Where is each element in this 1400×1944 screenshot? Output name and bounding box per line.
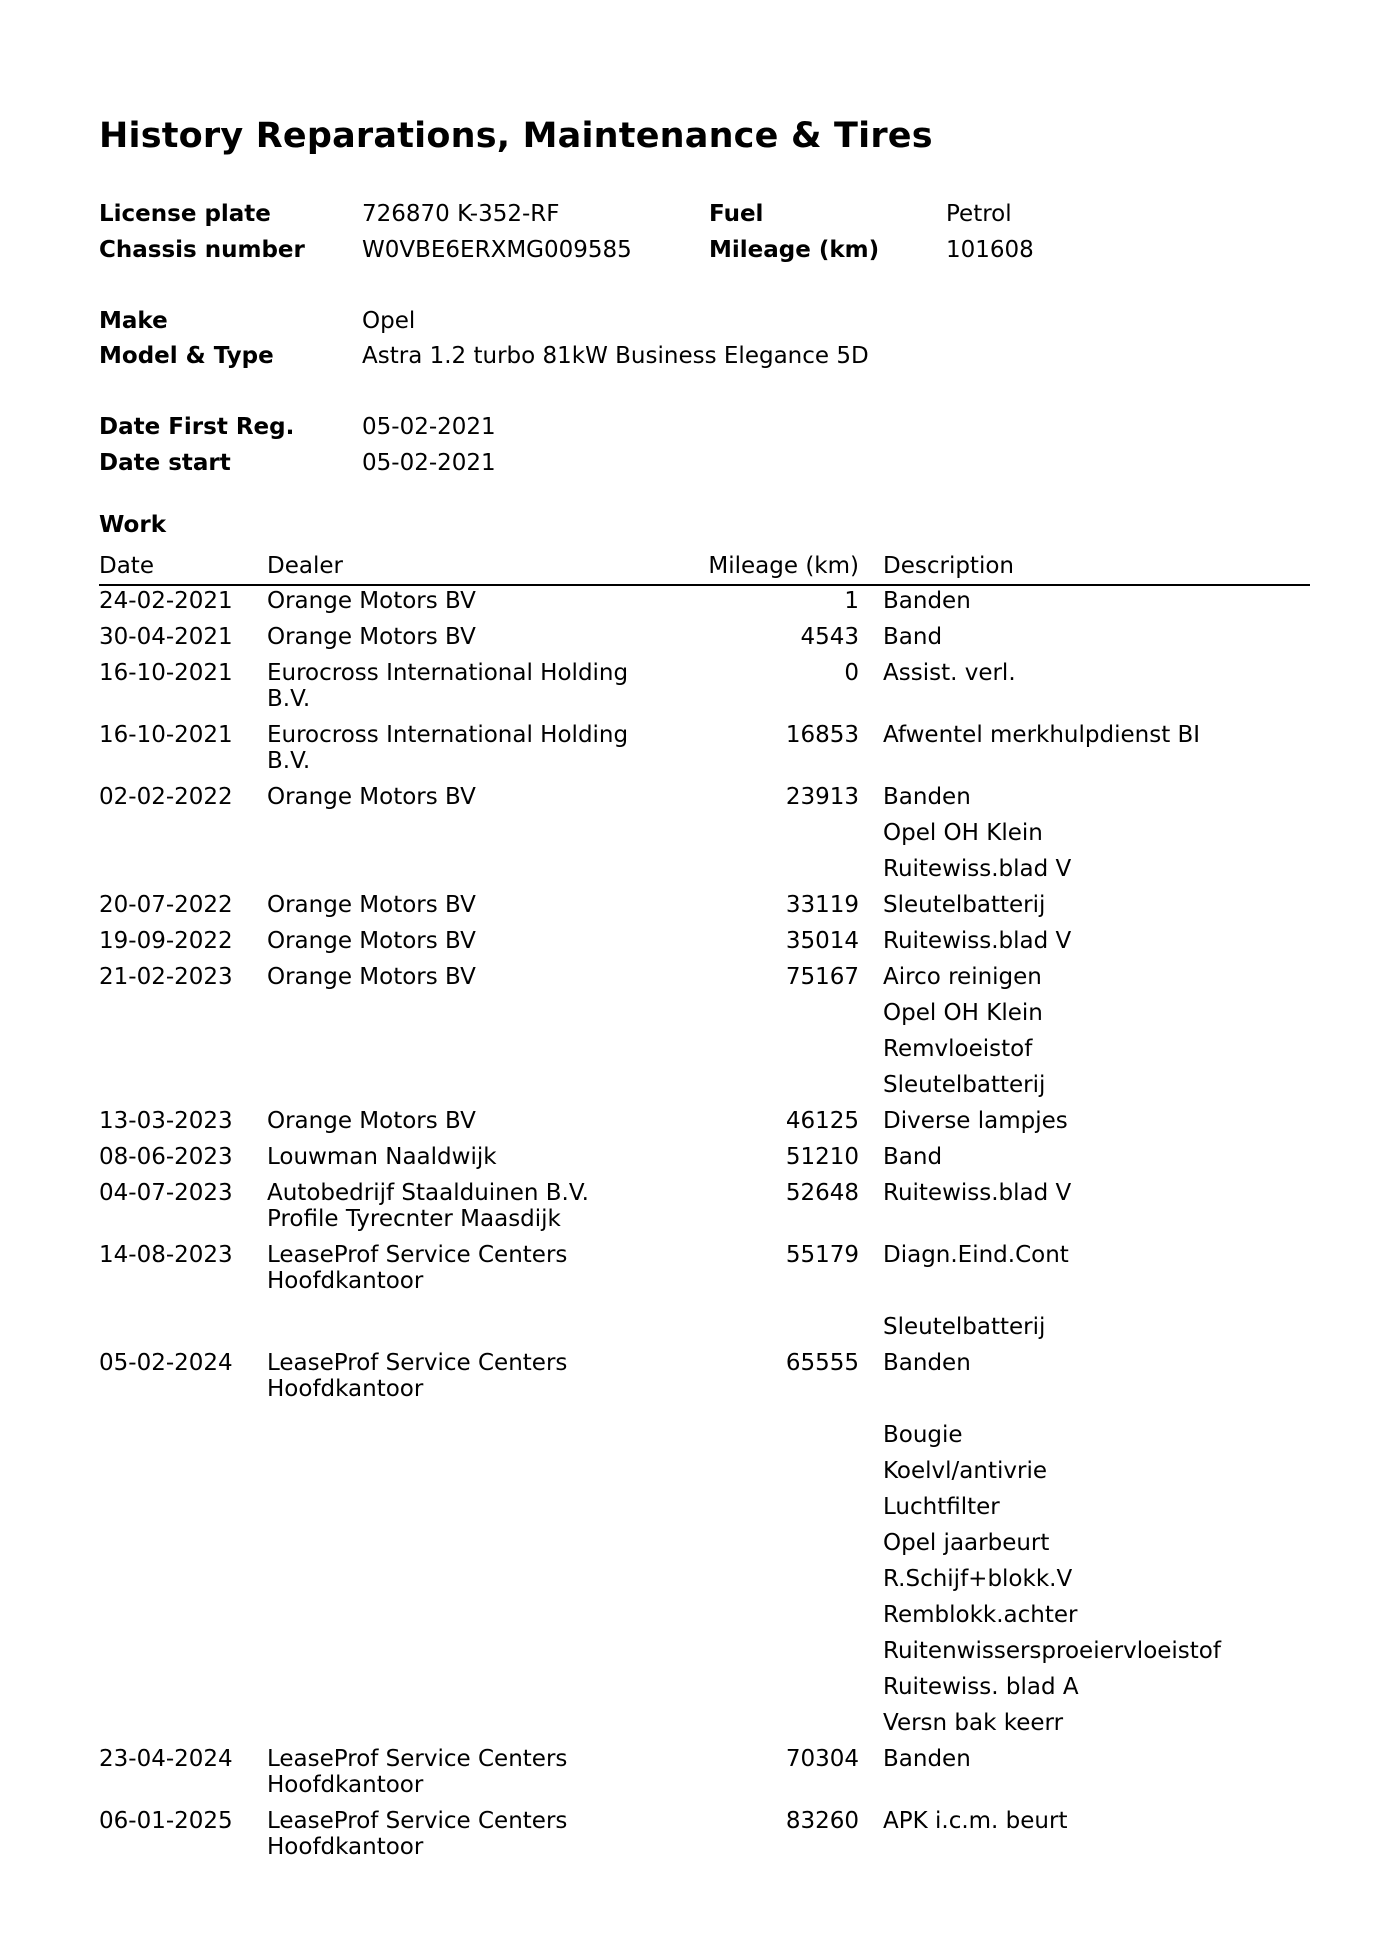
row-description: Ruitewiss.blad V xyxy=(883,1179,1072,1206)
header-dealer: Dealer xyxy=(267,553,343,579)
row-date: 19-09-2022 xyxy=(99,927,233,954)
row-dealer: Orange Motors BV xyxy=(267,783,476,810)
row-description: APK i.c.m. beurt xyxy=(883,1807,1068,1834)
row-dealer: Orange Motors BV xyxy=(267,624,476,650)
work-table xyxy=(99,551,1310,1868)
header-description: Description xyxy=(883,553,1014,579)
row-dealer: Eurocross International Holding B.V. xyxy=(267,660,629,712)
row-description: Opel OH Klein xyxy=(883,999,1043,1026)
chassis-value: W0VBE6ERXMG009585 xyxy=(362,237,632,263)
mileage-label: Mileage (km) xyxy=(709,237,880,263)
row-dealer: LeaseProf Service Centers Hoofdkantoor xyxy=(267,1807,568,1860)
row-date: 06-01-2025 xyxy=(99,1807,233,1834)
header-date: Date xyxy=(99,553,154,579)
work-section-title: Work xyxy=(99,512,166,538)
make-label: Make xyxy=(99,308,168,334)
row-description: Banden xyxy=(883,1349,971,1376)
row-description: Ruitewiss.blad V xyxy=(883,855,1072,882)
row-dealer: Orange Motors BV xyxy=(267,927,476,954)
row-mileage: 52648 xyxy=(785,1179,859,1206)
row-description: Versn bak keerr xyxy=(883,1709,1064,1736)
row-date: 24-02-2021 xyxy=(99,588,233,614)
table-row xyxy=(99,720,1310,782)
row-description: Luchtfilter xyxy=(883,1493,1000,1520)
row-description: Remvloeistof xyxy=(883,1035,1033,1062)
row-description: Diagn.Eind.Cont xyxy=(883,1241,1069,1268)
table-row xyxy=(99,1744,1310,1806)
row-description: Banden xyxy=(883,588,971,614)
row-mileage: 23913 xyxy=(785,783,859,810)
chassis-label: Chassis number xyxy=(99,237,305,263)
first-reg-label: Date First Reg. xyxy=(99,414,295,440)
first-reg-value: 05-02-2021 xyxy=(362,414,496,440)
row-dealer: Orange Motors BV xyxy=(267,963,476,990)
row-description: Sleutelbatterij xyxy=(883,1071,1046,1098)
header-mileage: Mileage (km) xyxy=(708,553,859,579)
table-row xyxy=(99,658,1310,720)
row-date: 21-02-2023 xyxy=(99,963,233,990)
page-title: History Reparations, Maintenance & Tires xyxy=(99,116,933,156)
date-start-label: Date start xyxy=(99,450,231,476)
work-table-header xyxy=(99,551,1310,586)
row-mileage: 35014 xyxy=(785,927,859,954)
table-row xyxy=(99,586,1310,622)
row-date: 20-07-2022 xyxy=(99,891,233,918)
model-value: Astra 1.2 turbo 81kW Business Elegance 5D xyxy=(362,343,869,369)
row-date: 14-08-2023 xyxy=(99,1241,233,1268)
row-description: Assist. verl. xyxy=(883,660,1016,686)
table-row xyxy=(99,926,1310,962)
row-description: Sleutelbatterij xyxy=(883,891,1046,918)
work-table-body xyxy=(99,586,1310,1868)
row-mileage: 16853 xyxy=(785,721,859,748)
row-date: 02-02-2022 xyxy=(99,783,233,810)
mileage-value: 101608 xyxy=(946,237,1034,263)
row-mileage: 55179 xyxy=(785,1241,859,1268)
row-mileage: 83260 xyxy=(785,1807,859,1834)
row-date: 04-07-2023 xyxy=(99,1179,233,1206)
row-description: Bougie xyxy=(883,1421,963,1448)
row-description: Band xyxy=(883,624,943,650)
row-mileage: 70304 xyxy=(785,1745,859,1772)
row-mileage: 33119 xyxy=(785,891,859,918)
row-mileage: 46125 xyxy=(785,1107,859,1134)
row-description: Ruitewiss.blad V xyxy=(883,927,1072,954)
fuel-label: Fuel xyxy=(709,201,764,227)
row-date: 16-10-2021 xyxy=(99,660,233,686)
date-start-value: 05-02-2021 xyxy=(362,450,496,476)
license-plate-value: 726870 K-352-RF xyxy=(362,201,560,227)
row-description: Airco reinigen xyxy=(883,963,1042,990)
row-dealer: LeaseProf Service Centers Hoofdkantoor xyxy=(267,1349,568,1402)
model-label: Model & Type xyxy=(99,343,274,369)
table-row xyxy=(99,1178,1310,1240)
row-mileage: 0 xyxy=(844,660,859,686)
make-value: Opel xyxy=(362,308,416,334)
fuel-value: Petrol xyxy=(946,201,1012,227)
row-dealer: Eurocross International Holding B.V. xyxy=(267,721,629,774)
table-row xyxy=(99,890,1310,926)
row-mileage: 4543 xyxy=(800,624,859,650)
table-row xyxy=(99,622,1310,658)
row-dealer: LeaseProf Service Centers Hoofdkantoor xyxy=(267,1241,568,1294)
row-description: Band xyxy=(883,1143,943,1170)
row-dealer: Orange Motors BV xyxy=(267,891,476,918)
row-description: Remblokk.achter xyxy=(883,1601,1078,1628)
row-dealer: Orange Motors BV xyxy=(267,588,476,614)
table-row xyxy=(99,1240,1310,1348)
row-description: Koelvl/antivrie xyxy=(883,1457,1047,1484)
row-description: R.Schijf+blokk.V xyxy=(883,1565,1073,1592)
table-row xyxy=(99,1142,1310,1178)
table-row xyxy=(99,1348,1310,1744)
row-description: Opel jaarbeurt xyxy=(883,1529,1050,1556)
row-description: Ruitewiss. blad A xyxy=(883,1673,1079,1700)
row-description: Sleutelbatterij xyxy=(883,1313,1046,1340)
table-row xyxy=(99,782,1310,890)
row-dealer: Orange Motors BV xyxy=(267,1107,476,1134)
table-row xyxy=(99,1106,1310,1142)
row-date: 30-04-2021 xyxy=(99,624,233,650)
row-date: 13-03-2023 xyxy=(99,1107,233,1134)
row-description: Afwentel merkhulpdienst BI xyxy=(883,721,1201,748)
row-description: Opel OH Klein xyxy=(883,819,1043,846)
table-row xyxy=(99,962,1310,1106)
row-description: Ruitenwissersproeiervloeistof xyxy=(883,1637,1221,1664)
table-row xyxy=(99,1806,1310,1868)
row-mileage: 51210 xyxy=(785,1143,859,1170)
row-dealer: Autobedrijf Staalduinen B.V. Profile Tyrecnter Maasdijk xyxy=(267,1179,589,1232)
row-description: Diverse lampjes xyxy=(883,1107,1068,1134)
row-mileage: 75167 xyxy=(785,963,859,990)
row-dealer: Louwman Naaldwijk xyxy=(267,1143,497,1170)
license-plate-label: License plate xyxy=(99,201,271,227)
row-date: 16-10-2021 xyxy=(99,721,233,748)
row-description: Banden xyxy=(883,783,971,810)
row-description: Banden xyxy=(883,1745,971,1772)
row-mileage: 65555 xyxy=(785,1349,859,1376)
row-dealer: LeaseProf Service Centers Hoofdkantoor xyxy=(267,1745,568,1798)
row-date: 08-06-2023 xyxy=(99,1143,233,1170)
row-mileage: 1 xyxy=(844,588,859,614)
row-date: 23-04-2024 xyxy=(99,1745,233,1772)
row-date: 05-02-2024 xyxy=(99,1349,233,1376)
